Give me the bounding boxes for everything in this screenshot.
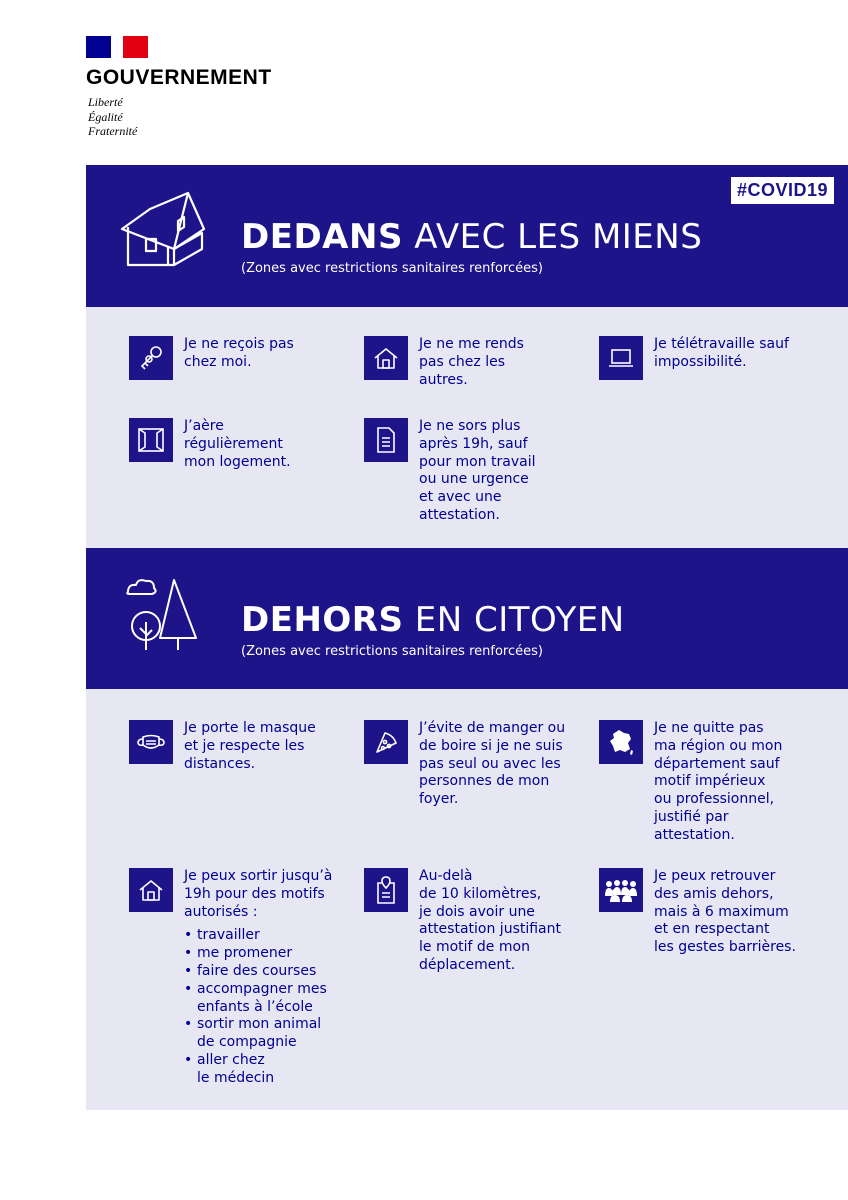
- brand-name: GOUVERNEMENT: [86, 66, 272, 89]
- group-icon: [599, 868, 643, 912]
- france-map-icon: [599, 720, 643, 764]
- house-icon: [129, 868, 173, 912]
- marianne-logo: [86, 36, 148, 58]
- list-item: • sortir mon animal de compagnie: [197, 1016, 332, 1052]
- motto: Liberté Égalité Fraternité: [88, 95, 138, 138]
- laptop-icon: [599, 336, 643, 380]
- allowed-reasons-list: [184, 927, 332, 1087]
- location-document-icon: [364, 868, 408, 912]
- inside-banner: [86, 165, 848, 307]
- list-item: • travailler: [197, 927, 332, 945]
- flag-icon: [86, 36, 148, 58]
- house-icon: [364, 336, 408, 380]
- outside-banner: [86, 548, 848, 689]
- covid-tag: #COVID19: [731, 177, 834, 204]
- list-item: • aller chez le médecin: [197, 1052, 332, 1088]
- inside-subtitle: (Zones avec restrictions sanitaires renforcées): [241, 261, 543, 276]
- trees-icon: [124, 576, 202, 656]
- outside-title: DEHORS EN CITOYEN: [241, 600, 625, 640]
- mask-icon: [129, 720, 173, 764]
- outside-subtitle: (Zones avec restrictions sanitaires renforcées): [241, 644, 543, 659]
- open-window-icon: [129, 418, 173, 462]
- list-item: • faire des courses: [197, 963, 332, 981]
- keys-icon: [129, 336, 173, 380]
- document-icon: [364, 418, 408, 462]
- pizza-icon: [364, 720, 408, 764]
- list-item: • accompagner mes enfants à l’école: [197, 981, 332, 1017]
- list-item: • me promener: [197, 945, 332, 963]
- inside-title: DEDANS AVEC LES MIENS: [241, 217, 703, 257]
- house-icon: [118, 187, 206, 275]
